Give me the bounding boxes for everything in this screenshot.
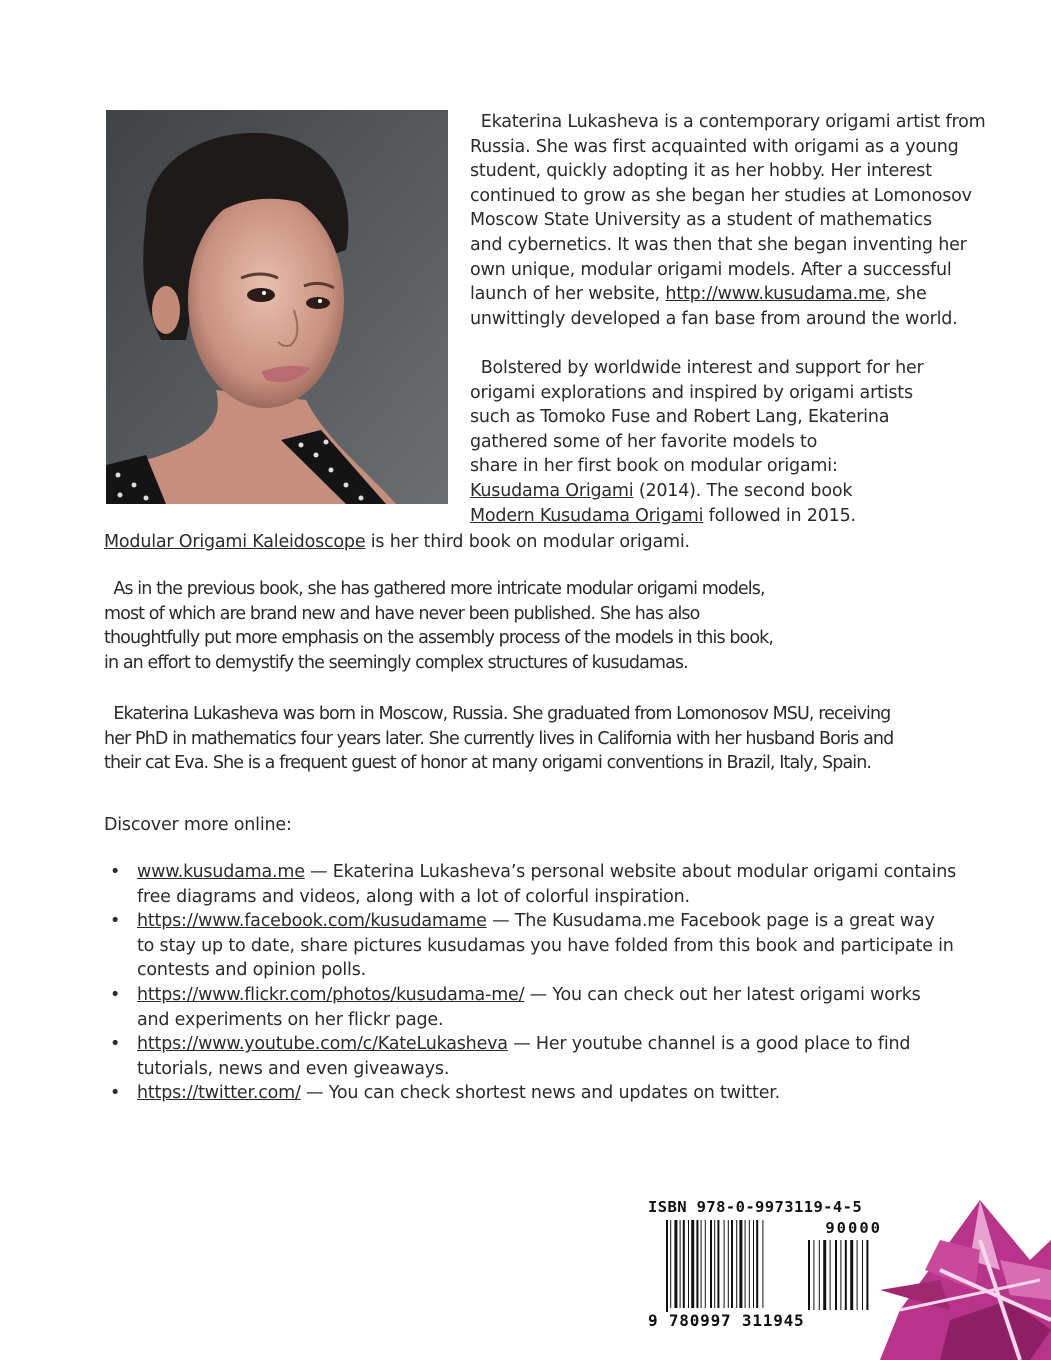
text: (2014). The second book xyxy=(633,480,853,501)
barcode-bar xyxy=(696,1220,698,1308)
barcode-bar xyxy=(823,1240,826,1310)
barcode-bar xyxy=(830,1240,831,1310)
barcode-bar xyxy=(666,1220,668,1318)
barcode-bar xyxy=(714,1220,715,1308)
bio-books-line: share in her first book on modular origami: xyxy=(470,456,838,477)
biography-paragraph xyxy=(104,702,964,776)
barcode-bar xyxy=(813,1240,814,1310)
bio-intro-line: own unique, modular origami models. After a successful xyxy=(470,259,952,280)
bullet-icon: • xyxy=(110,984,121,1005)
barcode-bar xyxy=(710,1220,712,1308)
book-modular-origami-kaleidoscope-link[interactable]: Modular Origami Kaleidoscope xyxy=(104,532,366,552)
text: , she xyxy=(885,284,927,305)
text: followed in 2015. xyxy=(703,505,856,526)
barcode-bar xyxy=(756,1220,758,1308)
barcode-bar xyxy=(739,1220,742,1308)
barcode-bar xyxy=(701,1220,702,1308)
price-code: 90000 xyxy=(825,1219,882,1237)
barcode-bar xyxy=(850,1240,853,1310)
barcode-bar xyxy=(819,1240,820,1310)
text: free diagrams and videos, along with a lot of colorful inspiration. xyxy=(137,886,690,907)
bio-books-line: such as Tomoko Fuse and Robert Lang, Ekaterina xyxy=(470,407,890,428)
barcode-bar xyxy=(857,1240,858,1310)
list-item-flickr xyxy=(104,983,964,1032)
barcode-bar xyxy=(840,1240,841,1310)
text: and experiments on her flickr page. xyxy=(137,1009,444,1030)
barcode-bar xyxy=(845,1240,847,1310)
barcode-bar xyxy=(736,1220,737,1308)
barcode-bar xyxy=(717,1220,719,1308)
portrait-illustration xyxy=(106,110,448,504)
text: is her third book on modular origami. xyxy=(365,532,690,552)
paragraph-line: most of which are brand new and have never been published. She has also xyxy=(104,603,700,624)
isbn-label: ISBN 978-0-9973119-4-5 xyxy=(648,1198,863,1216)
list-item-website xyxy=(104,860,964,909)
list-item-youtube xyxy=(104,1032,964,1081)
bio-intro-line: and cybernetics. It was then that she began inventing her xyxy=(470,234,967,255)
text: contests and opinion polls. xyxy=(137,960,367,981)
bio-books-line: origami explorations and inspired by origami artists xyxy=(470,382,913,403)
barcode-bar xyxy=(866,1240,868,1310)
kusudama-website-link[interactable]: www.kusudama.me xyxy=(137,862,305,882)
paragraph-line: in an effort to demystify the seemingly complex structures of kusudamas. xyxy=(104,652,688,673)
text: — You can check out her latest origami works xyxy=(524,984,921,1005)
twitter-link[interactable]: https://twitter.com/ xyxy=(137,1083,301,1104)
barcode-bar xyxy=(749,1220,750,1308)
barcode-bar xyxy=(808,1240,810,1310)
previous-book-paragraph xyxy=(104,577,964,675)
bio-intro-line: continued to grow as she began her studies at Lomonosov xyxy=(470,185,972,206)
flickr-link[interactable]: https://www.flickr.com/photos/kusudama-me/ xyxy=(137,984,525,1005)
barcode-bar xyxy=(753,1220,754,1308)
barcode-bar xyxy=(728,1220,729,1308)
text: to stay up to date, share pictures kusudamas you have folded from this book and participate in xyxy=(137,935,954,956)
paragraph-line: Ekaterina Lukasheva was born in Moscow, Russia. She graduated from Lomonosov MSU, receiving xyxy=(104,704,891,724)
isbn-barcode xyxy=(648,1198,886,1332)
bio-intro-line: unwittingly developed a fan base from around the world. xyxy=(470,308,958,329)
bio-intro-paragraph xyxy=(470,110,986,331)
bio-intro-line: Ekaterina Lukasheva is a contemporary origami artist from xyxy=(470,112,986,132)
kusudama-origami-image xyxy=(880,1200,1051,1360)
text: tutorials, news and even giveaways. xyxy=(137,1058,450,1079)
book2-line xyxy=(470,504,970,529)
bullet-icon: • xyxy=(110,911,121,932)
text: — Her youtube channel is a good place to find xyxy=(507,1034,911,1055)
book3-line xyxy=(104,530,690,555)
list-item-twitter xyxy=(104,1081,964,1106)
barcode-bar xyxy=(724,1220,725,1308)
paragraph-line: their cat Eva. She is a frequent guest of honor at many origami conventions in Brazil, Italy, Spain. xyxy=(104,753,872,774)
barcode-bar xyxy=(691,1220,694,1308)
paragraph-line: her PhD in mathematics four years later. She currently lives in California with her husband Boris and xyxy=(104,728,894,749)
author-photo xyxy=(106,110,448,504)
barcode-bar xyxy=(680,1220,681,1308)
paragraph-line: thoughtfully put more emphasis on the assembly process of the models in this book, xyxy=(104,628,774,649)
bio-books-line: Bolstered by worldwide interest and support for her xyxy=(470,358,924,378)
text: — The Kusudama.me Facebook page is a great way xyxy=(486,911,935,932)
text: — Ekaterina Lukasheva’s personal website about modular origami contains xyxy=(304,862,957,882)
website-link[interactable]: http://www.kusudama.me xyxy=(665,284,886,305)
bullet-icon: • xyxy=(110,1034,121,1055)
online-links-list xyxy=(104,860,964,1106)
text: launch of her website, xyxy=(470,284,666,305)
bio-intro-website-line xyxy=(470,282,980,307)
bullet-icon: • xyxy=(110,1083,121,1104)
bio-books-paragraph xyxy=(470,356,970,528)
youtube-link[interactable]: https://www.youtube.com/c/KateLukasheva xyxy=(137,1034,508,1055)
barcode-bar xyxy=(762,1220,763,1308)
barcode-bar xyxy=(670,1220,671,1308)
book1-line xyxy=(470,479,970,504)
barcode-bar xyxy=(862,1240,863,1310)
bio-books-line: gathered some of her favorite models to xyxy=(470,431,818,452)
barcode-bar xyxy=(688,1220,689,1308)
book-modern-kusudama-origami-link[interactable]: Modern Kusudama Origami xyxy=(470,505,704,526)
barcode-bar xyxy=(745,1220,746,1308)
book-kusudama-origami-link[interactable]: Kusudama Origami xyxy=(470,480,634,501)
discover-heading: Discover more online: xyxy=(104,815,292,835)
barcode-bar xyxy=(674,1220,677,1308)
bio-intro-line: Moscow State University as a student of mathematics xyxy=(470,210,932,231)
bio-intro-line: Russia. She was first acquainted with origami as a young xyxy=(470,136,959,157)
barcode-bar xyxy=(835,1240,837,1310)
barcode-bar xyxy=(731,1220,733,1308)
list-item-facebook xyxy=(104,909,964,983)
facebook-link[interactable]: https://www.facebook.com/kusudamame xyxy=(137,911,487,932)
ean-digits: 9 780997 311945 xyxy=(648,1311,805,1330)
paragraph-line: As in the previous book, she has gathered more intricate modular origami models, xyxy=(104,579,765,599)
bio-intro-line: student, quickly adopting it as her hobby. Her interest xyxy=(470,161,932,182)
text: — You can check shortest news and updates on twitter. xyxy=(300,1083,781,1104)
bullet-icon: • xyxy=(110,862,121,882)
barcode-bar xyxy=(705,1220,706,1308)
barcode-bar xyxy=(683,1220,685,1308)
